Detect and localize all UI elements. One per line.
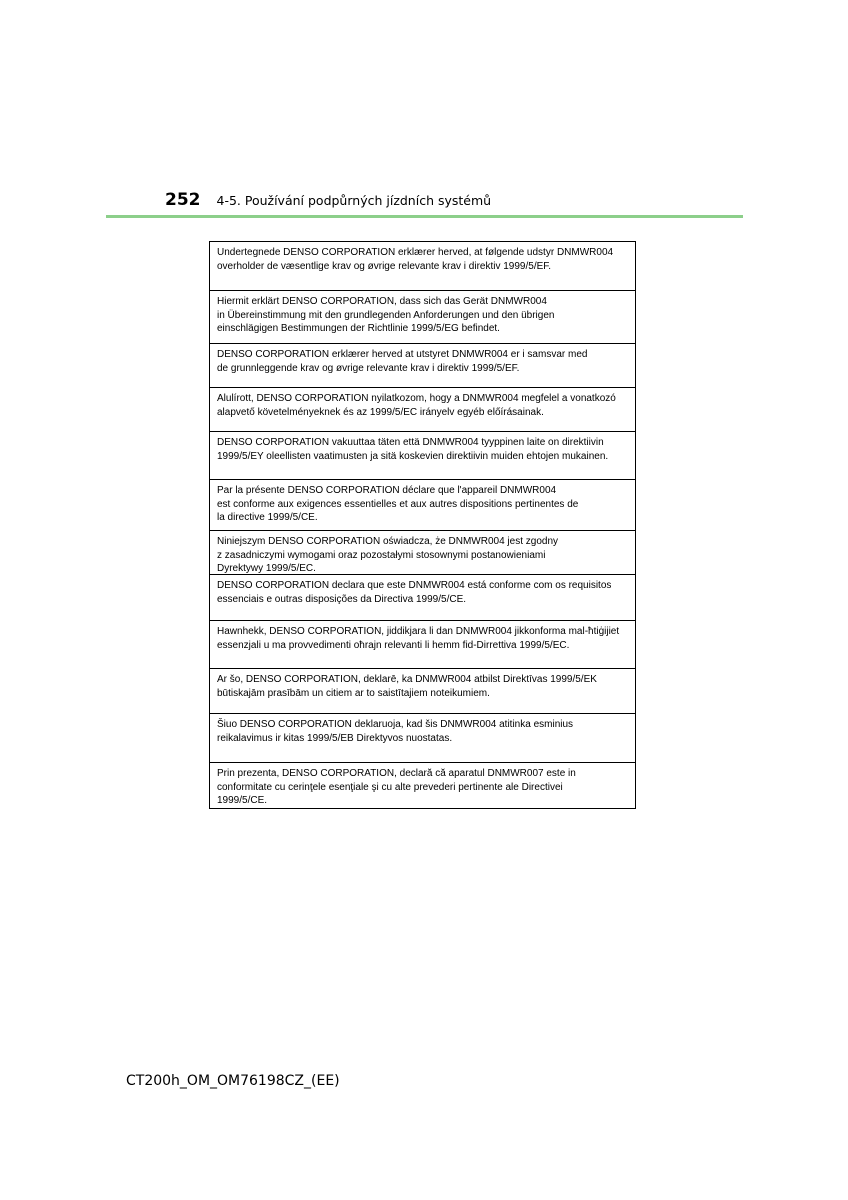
declaration-line: Hiermit erklärt DENSO CORPORATION, dass sich das Gerät DNMWR004 — [217, 296, 547, 307]
declaration-row — [210, 713, 635, 762]
declaration-line: Hawnhekk, DENSO CORPORATION, jiddikjara li dan DNMWR004 jikkonforma mal-ħtiġijiet — [217, 626, 620, 637]
declaration-row — [210, 620, 635, 668]
declaration-line: DENSO CORPORATION declara que este DNMWR004 está conforme com os requisitos — [217, 580, 612, 591]
declaration-row — [210, 668, 635, 713]
declaration-line: reikalavimus ir kitas 1999/5/EB Direktyvos nuostatas. — [217, 732, 453, 744]
declaration-line: DENSO CORPORATION erklærer herved at utstyret DNMWR004 er i samsvar med — [217, 349, 588, 360]
declaration-line: būtiskajām prasībām un citiem ar to saistītajiem noteikumiem. — [217, 687, 490, 699]
declaration-line: Undertegnede DENSO CORPORATION erklærer herved, at følgende udstyr DNMWR004 — [217, 247, 614, 258]
declaration-line: 1999/5/EY oleellisten vaatimusten ja sitä koskevien direktiivin muiden ehtojen mukainen. — [217, 450, 609, 462]
declaration-row — [210, 343, 635, 387]
page-number: 252 — [165, 190, 201, 210]
declaration-line: est conforme aux exigences essentielles et aux autres dispositions pertinentes de — [217, 498, 579, 510]
declaration-row — [210, 242, 635, 290]
header-divider — [106, 215, 743, 218]
declaration-row — [210, 530, 635, 574]
declaration-line: essenciais e outras disposições da Directiva 1999/5/CE. — [217, 593, 467, 605]
declaration-line: overholder de væsentlige krav og øvrige relevante krav i direktiv 1999/5/EF. — [217, 260, 552, 272]
declaration-row — [210, 479, 635, 530]
declaration-row — [210, 762, 635, 808]
declaration-line: z zasadniczymi wymogami oraz pozostałymi stosownymi postanowieniami — [217, 549, 546, 561]
declaration-line: essenzjali u ma provvedimenti oħrajn relevanti li hemm fid-Dirrettiva 1999/5/EC. — [217, 639, 570, 651]
declaration-line: Dyrektywy 1999/5/EC. — [217, 563, 316, 574]
declaration-line: Prin prezenta, DENSO CORPORATION, declară că aparatul DNMWR007 este in — [217, 768, 576, 779]
declaration-line: conformitate cu cerinţele esenţiale şi cu alte prevederi pertinente ale Directivei — [217, 781, 563, 793]
declaration-line: DENSO CORPORATION vakuuttaa täten että DNMWR004 tyyppinen laite on direktiivin — [217, 437, 604, 448]
declaration-line: Par la présente DENSO CORPORATION déclare que l'appareil DNMWR004 — [217, 485, 557, 496]
declaration-row — [210, 387, 635, 431]
document-code: CT200h_OM_OM76198CZ_(EE) — [126, 1073, 340, 1089]
declarations-table — [209, 241, 636, 809]
declaration-line: Alulírott, DENSO CORPORATION nyilatkozom, hogy a DNMWR004 megfelel a vonatkozó — [217, 393, 616, 404]
declaration-line: Šiuo DENSO CORPORATION deklaruoja, kad šis DNMWR004 atitinka esminius — [217, 719, 574, 730]
declaration-line: de grunnleggende krav og øvrige relevante krav i direktiv 1999/5/EF. — [217, 362, 520, 374]
page-header — [165, 190, 491, 214]
declaration-line: in Übereinstimmung mit den grundlegenden Anforderungen und den übrigen — [217, 309, 555, 321]
declaration-line: Niniejszym DENSO CORPORATION oświadcza, że DNMWR004 jest zgodny — [217, 536, 559, 547]
declaration-row — [210, 290, 635, 343]
declaration-row — [210, 431, 635, 479]
declaration-row — [210, 574, 635, 620]
declaration-line: Ar šo, DENSO CORPORATION, deklarē, ka DNMWR004 atbilst Direktīvas 1999/5/EK — [217, 674, 597, 685]
declaration-line: la directive 1999/5/CE. — [217, 512, 318, 523]
declaration-line: 1999/5/CE. — [217, 795, 268, 806]
declaration-line: einschlägigen Bestimmungen der Richtlinie 1999/5/EG befindet. — [217, 323, 500, 334]
section-title: 4-5. Používání podpůrných jízdních systémů — [216, 193, 492, 208]
declaration-line: alapvető követelményeknek és az 1999/5/EC irányelv egyéb előírásainak. — [217, 406, 544, 418]
